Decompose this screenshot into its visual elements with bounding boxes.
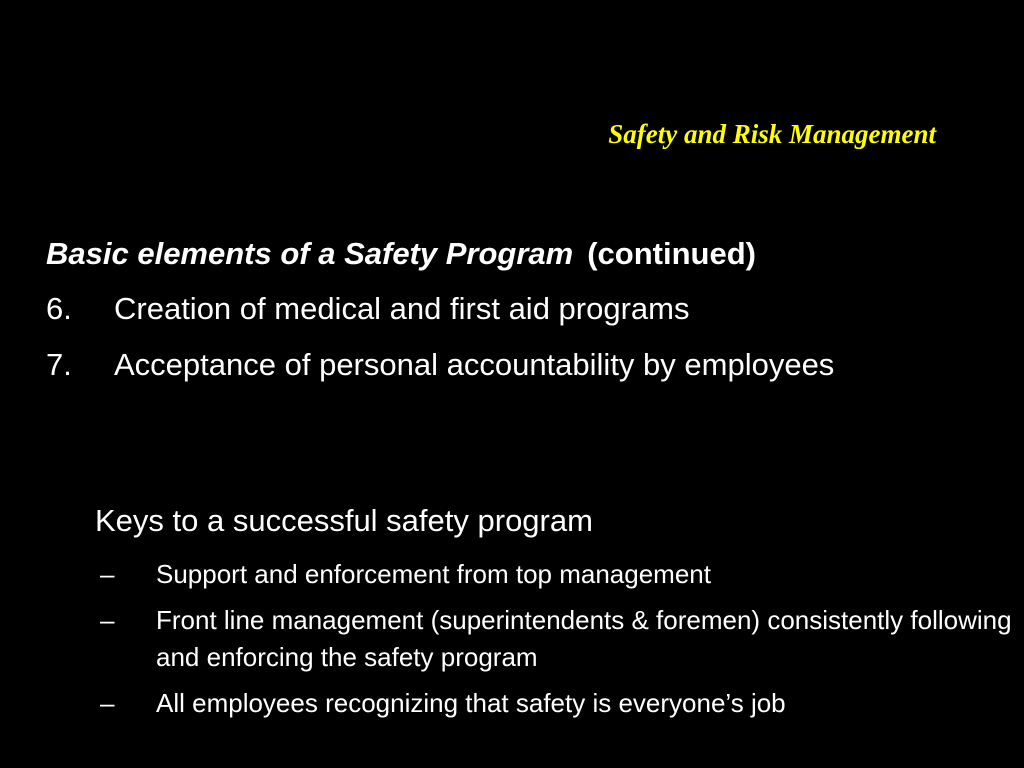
numbered-list bbox=[46, 288, 946, 400]
numbered-list-item bbox=[46, 288, 946, 330]
dash-marker: – bbox=[100, 605, 115, 635]
dash-marker: – bbox=[100, 688, 115, 718]
dash-list-item bbox=[100, 685, 1020, 722]
slide-title: Safety and Risk Management bbox=[608, 119, 936, 149]
list-number: 6. bbox=[46, 291, 72, 326]
section-heading bbox=[46, 232, 756, 276]
list-item-text: Creation of medical and first aid programs bbox=[114, 291, 690, 326]
numbered-list-item bbox=[46, 344, 946, 386]
dash-item-text: Support and enforcement from top management bbox=[156, 559, 711, 589]
dash-list-item bbox=[100, 602, 1020, 676]
keys-heading: Keys to a successful safety program bbox=[95, 503, 593, 538]
dash-item-text: All employees recognizing that safety is everyone’s job bbox=[156, 688, 786, 718]
dash-list-item bbox=[100, 556, 1020, 593]
section-heading-text: Basic elements of a Safety Program bbox=[46, 236, 574, 271]
dash-marker: – bbox=[100, 559, 115, 589]
section-heading-suffix: (continued) bbox=[587, 236, 756, 271]
list-number: 7. bbox=[46, 347, 72, 382]
dash-item-text: Front line management (superintendents & foremen) consistently following and enforcing the safety program bbox=[156, 605, 1012, 672]
list-item-text: Acceptance of personal accountability by employees bbox=[114, 347, 835, 382]
dash-list bbox=[100, 556, 1020, 731]
